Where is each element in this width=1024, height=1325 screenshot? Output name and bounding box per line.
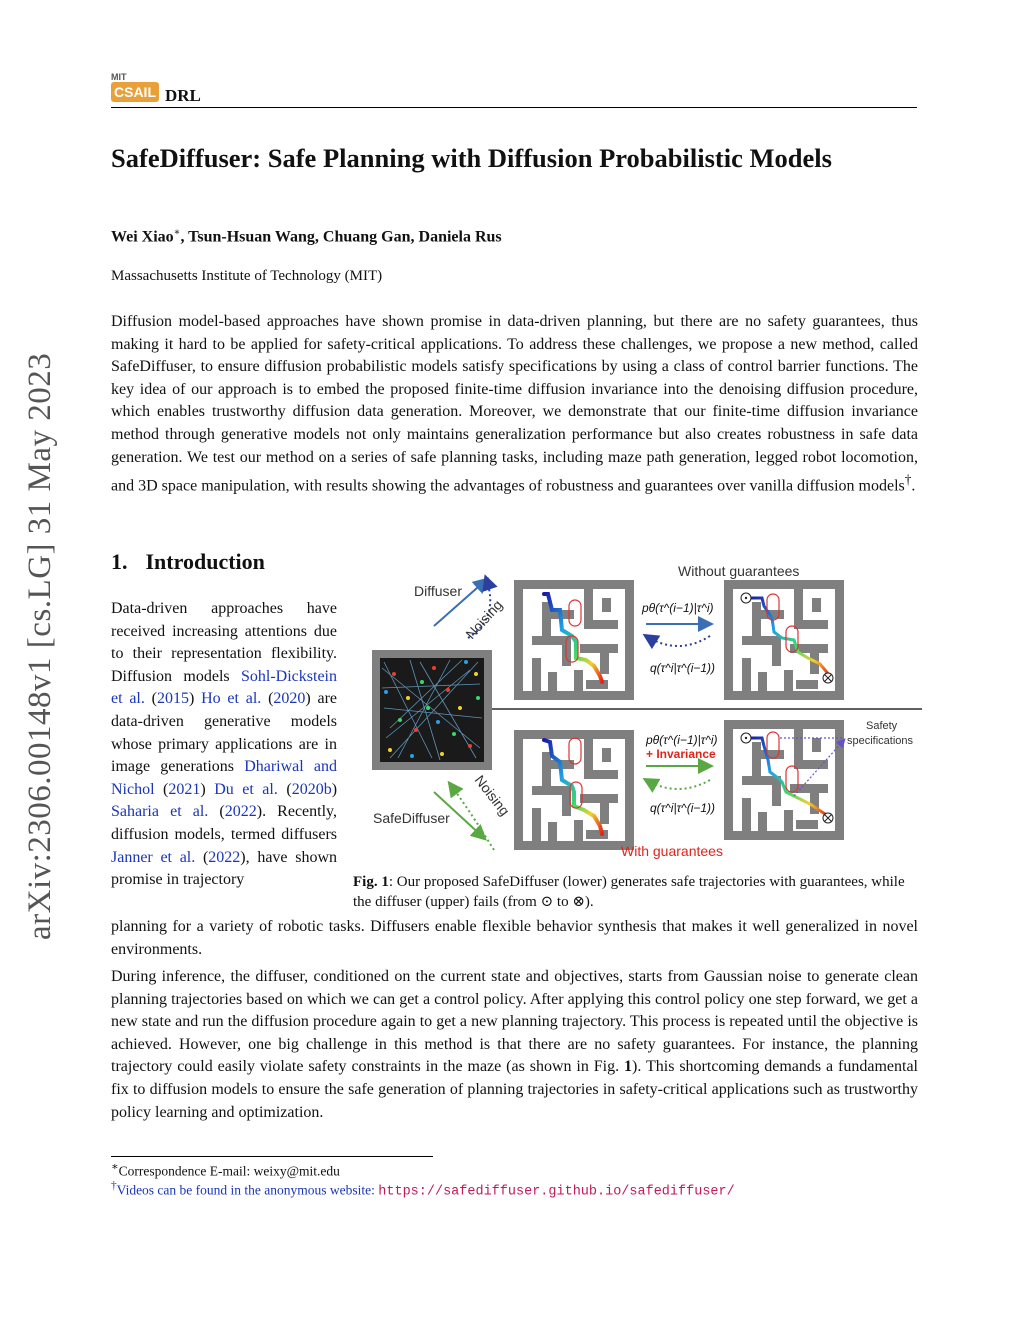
footnote-mark: † xyxy=(111,1180,117,1192)
citation-year[interactable]: 2021 xyxy=(168,780,201,798)
footnote-text: Correspondence E-mail: weixy@mit.edu xyxy=(118,1163,340,1179)
intro-text: During inference, the diffuser, conditioned on the current state and objectives, starts from Gaussian noise to generate clean planning trajectories based on which we can get a control policy. After applying this control policy one step forward, we get a new state and run the diffusion procedure again to get a new planning trajectory. This process is repeated until the objective is achieved. However, one big challenge in this method is that there are no safety guarantees. For instance, the planning trajectory could easily violate safety constraints in the maze (as shown in Fig. xyxy=(111,968,918,1076)
eq-invariance: + Invariance xyxy=(646,747,716,761)
label-safety: Safety xyxy=(866,720,898,732)
citation-paren: ( xyxy=(144,690,157,708)
section-heading xyxy=(111,549,265,575)
eq-forward-bottom: q(τ^i|τ^(i−1)) xyxy=(650,801,716,815)
author-list xyxy=(111,227,502,246)
author-first: Wei Xiao xyxy=(111,228,174,246)
citation-link[interactable]: Sohl-Dickstein et al. xyxy=(111,667,337,708)
figure-1 xyxy=(350,558,922,870)
paper-title: SafeDiffuser: Safe Planning with Diffusion Probabilistic Models xyxy=(111,143,832,173)
abstract-text: Diffusion model-based approaches have shown promise in data-driven planning, but there are no safety guarantees, thus making it hard to be applied for safety-critical applications. To address these challenges, we propose a new method, called SafeDiffuser, to ensure diffusion probabilistic models satisfy specifications by using a class of control barrier functions. The key idea of our approach is to embed the proposed finite-time diffusion invariance into the denoising diffusion procedure, which enables trustworthy diffusion data generation. Moreover, we demonstrate that our finite-time diffusion invariance method through generative models not only maintains generalization performance but also creates robustness in safe data generation. We test our method on a series of safe planning tasks, including maze path generation, legged robot locomotion, and 3D space manipulation, with results showing the advantages of robustness and guarantees over vanilla diffusion models xyxy=(111,313,918,495)
figure-caption xyxy=(353,872,921,912)
author-rest: , Tsun-Hsuan Wang, Chuang Gan, Daniela Rus xyxy=(180,228,502,246)
intro-text: ) are data-driven generative models whose primary applications are in image generations xyxy=(111,690,338,776)
footnote-1 xyxy=(111,1160,340,1180)
website-link[interactable]: https://safediffuser.github.io/safediffuser/ xyxy=(378,1184,735,1200)
citation-link[interactable]: Dhariwal and Nichol xyxy=(111,758,337,798)
footnote-rule xyxy=(111,1156,433,1157)
citation-paren: ) xyxy=(188,690,202,708)
citation-paren: ( xyxy=(261,690,274,708)
label-safediffuser: SafeDiffuser xyxy=(373,810,450,826)
caption-text: to xyxy=(553,894,573,910)
section-title: Introduction xyxy=(145,549,265,574)
forward-arrow-bottom xyxy=(646,780,710,789)
citation-year[interactable]: 2020 xyxy=(273,690,306,708)
arxiv-stamp: arXiv:2306.00148v1 [cs.LG] 31 May 2023 xyxy=(22,352,58,940)
intro-text: ). This shortcoming demands a fundamental fix to diffusion models to ensure the safe generation of planning trajectories in safety-critical applications such as trustworthy policy learning and optimization. xyxy=(111,1058,919,1121)
citation-link[interactable]: Ho et al. xyxy=(201,690,262,708)
intro-paragraph-wrap xyxy=(111,598,337,892)
citation-year[interactable]: 2020b xyxy=(291,780,332,798)
author-mark: ∗ xyxy=(173,227,181,238)
section-number: 1. xyxy=(111,549,128,574)
citation-paren: ( xyxy=(277,780,292,798)
csail-logo xyxy=(111,72,161,106)
label-diffuser: Diffuser xyxy=(414,583,462,599)
lab-name: DRL xyxy=(165,86,201,105)
abstract xyxy=(111,311,918,498)
label-noising-top: Noising xyxy=(462,596,506,643)
caption-text: ). xyxy=(584,894,594,910)
intro-paragraph-continued: planning for a variety of robotic tasks. Diffusers enable flexible behavior synthesis that makes it well generalized in novel environments. xyxy=(111,918,918,958)
logo-mit-text: MIT xyxy=(111,72,127,82)
eq-reverse-top: pθ(τ^(i−1)|τ^i) xyxy=(642,601,714,615)
maze-top-left xyxy=(514,580,634,700)
citation-link[interactable]: Janner et al. xyxy=(111,848,196,866)
citation-paren: ( xyxy=(195,848,209,866)
footnote-text: Videos can be found in the anonymous website: xyxy=(116,1182,379,1198)
footnote-2 xyxy=(111,1180,735,1200)
maze-bottom-right xyxy=(724,720,844,840)
noisy-trajectory-image xyxy=(372,650,492,770)
abstract-footnote-mark: † xyxy=(904,472,912,488)
citation-paren: ) xyxy=(200,780,215,798)
label-noising-bottom: Noising xyxy=(471,771,513,819)
citation-link[interactable]: Du et al. xyxy=(214,780,278,798)
end-symbol-icon: ⊗ xyxy=(572,894,585,910)
citation-year[interactable]: 2022 xyxy=(224,803,257,821)
label-specifications: specifications xyxy=(847,735,914,747)
caption-text: : Our proposed SafeDiffuser (lower) generates safe trajectories with guarantees, while the diffuser (upper) fails (from xyxy=(353,874,905,910)
start-symbol-icon: ⊙ xyxy=(540,894,554,910)
eq-reverse-bottom: pθ(τ^(i−1)|τ^i) xyxy=(646,733,718,747)
citation-paren: ( xyxy=(208,803,225,821)
footnote-mark: ∗ xyxy=(111,1161,119,1173)
citation-link[interactable]: Saharia et al. xyxy=(111,803,209,821)
header-rule xyxy=(111,107,917,108)
maze-bottom-left xyxy=(514,730,634,850)
citation-year[interactable]: 2022 xyxy=(208,848,241,866)
figure-ref-link[interactable]: 1 xyxy=(624,1058,633,1076)
forward-arrow-top xyxy=(646,636,710,646)
citation-year[interactable]: 2015 xyxy=(156,690,189,708)
eq-forward-top: q(τ^i|τ^(i−1)) xyxy=(650,661,716,675)
label-without-guarantees: Without guarantees xyxy=(678,563,800,579)
maze-top-right xyxy=(724,580,844,700)
citation-paren: ( xyxy=(154,780,169,798)
abstract-end: . xyxy=(911,477,916,495)
caption-label: Fig. 1 xyxy=(353,874,389,890)
intro-text: ). Recently, diffusion models, termed diffusers xyxy=(111,803,337,843)
citation-paren: ) xyxy=(331,780,338,798)
intro-paragraph-2 xyxy=(111,966,918,1124)
label-with-guarantees: With guarantees xyxy=(621,843,723,859)
intro-text: Data-driven approaches have received increasing attentions due to their representation flexibility. Diffusion models xyxy=(111,600,337,685)
logo-csail-text: CSAIL xyxy=(111,82,159,102)
affiliation: Massachusetts Institute of Technology (MIT) xyxy=(111,268,383,284)
intro-text: ), have shown promise in trajectory xyxy=(111,848,338,889)
